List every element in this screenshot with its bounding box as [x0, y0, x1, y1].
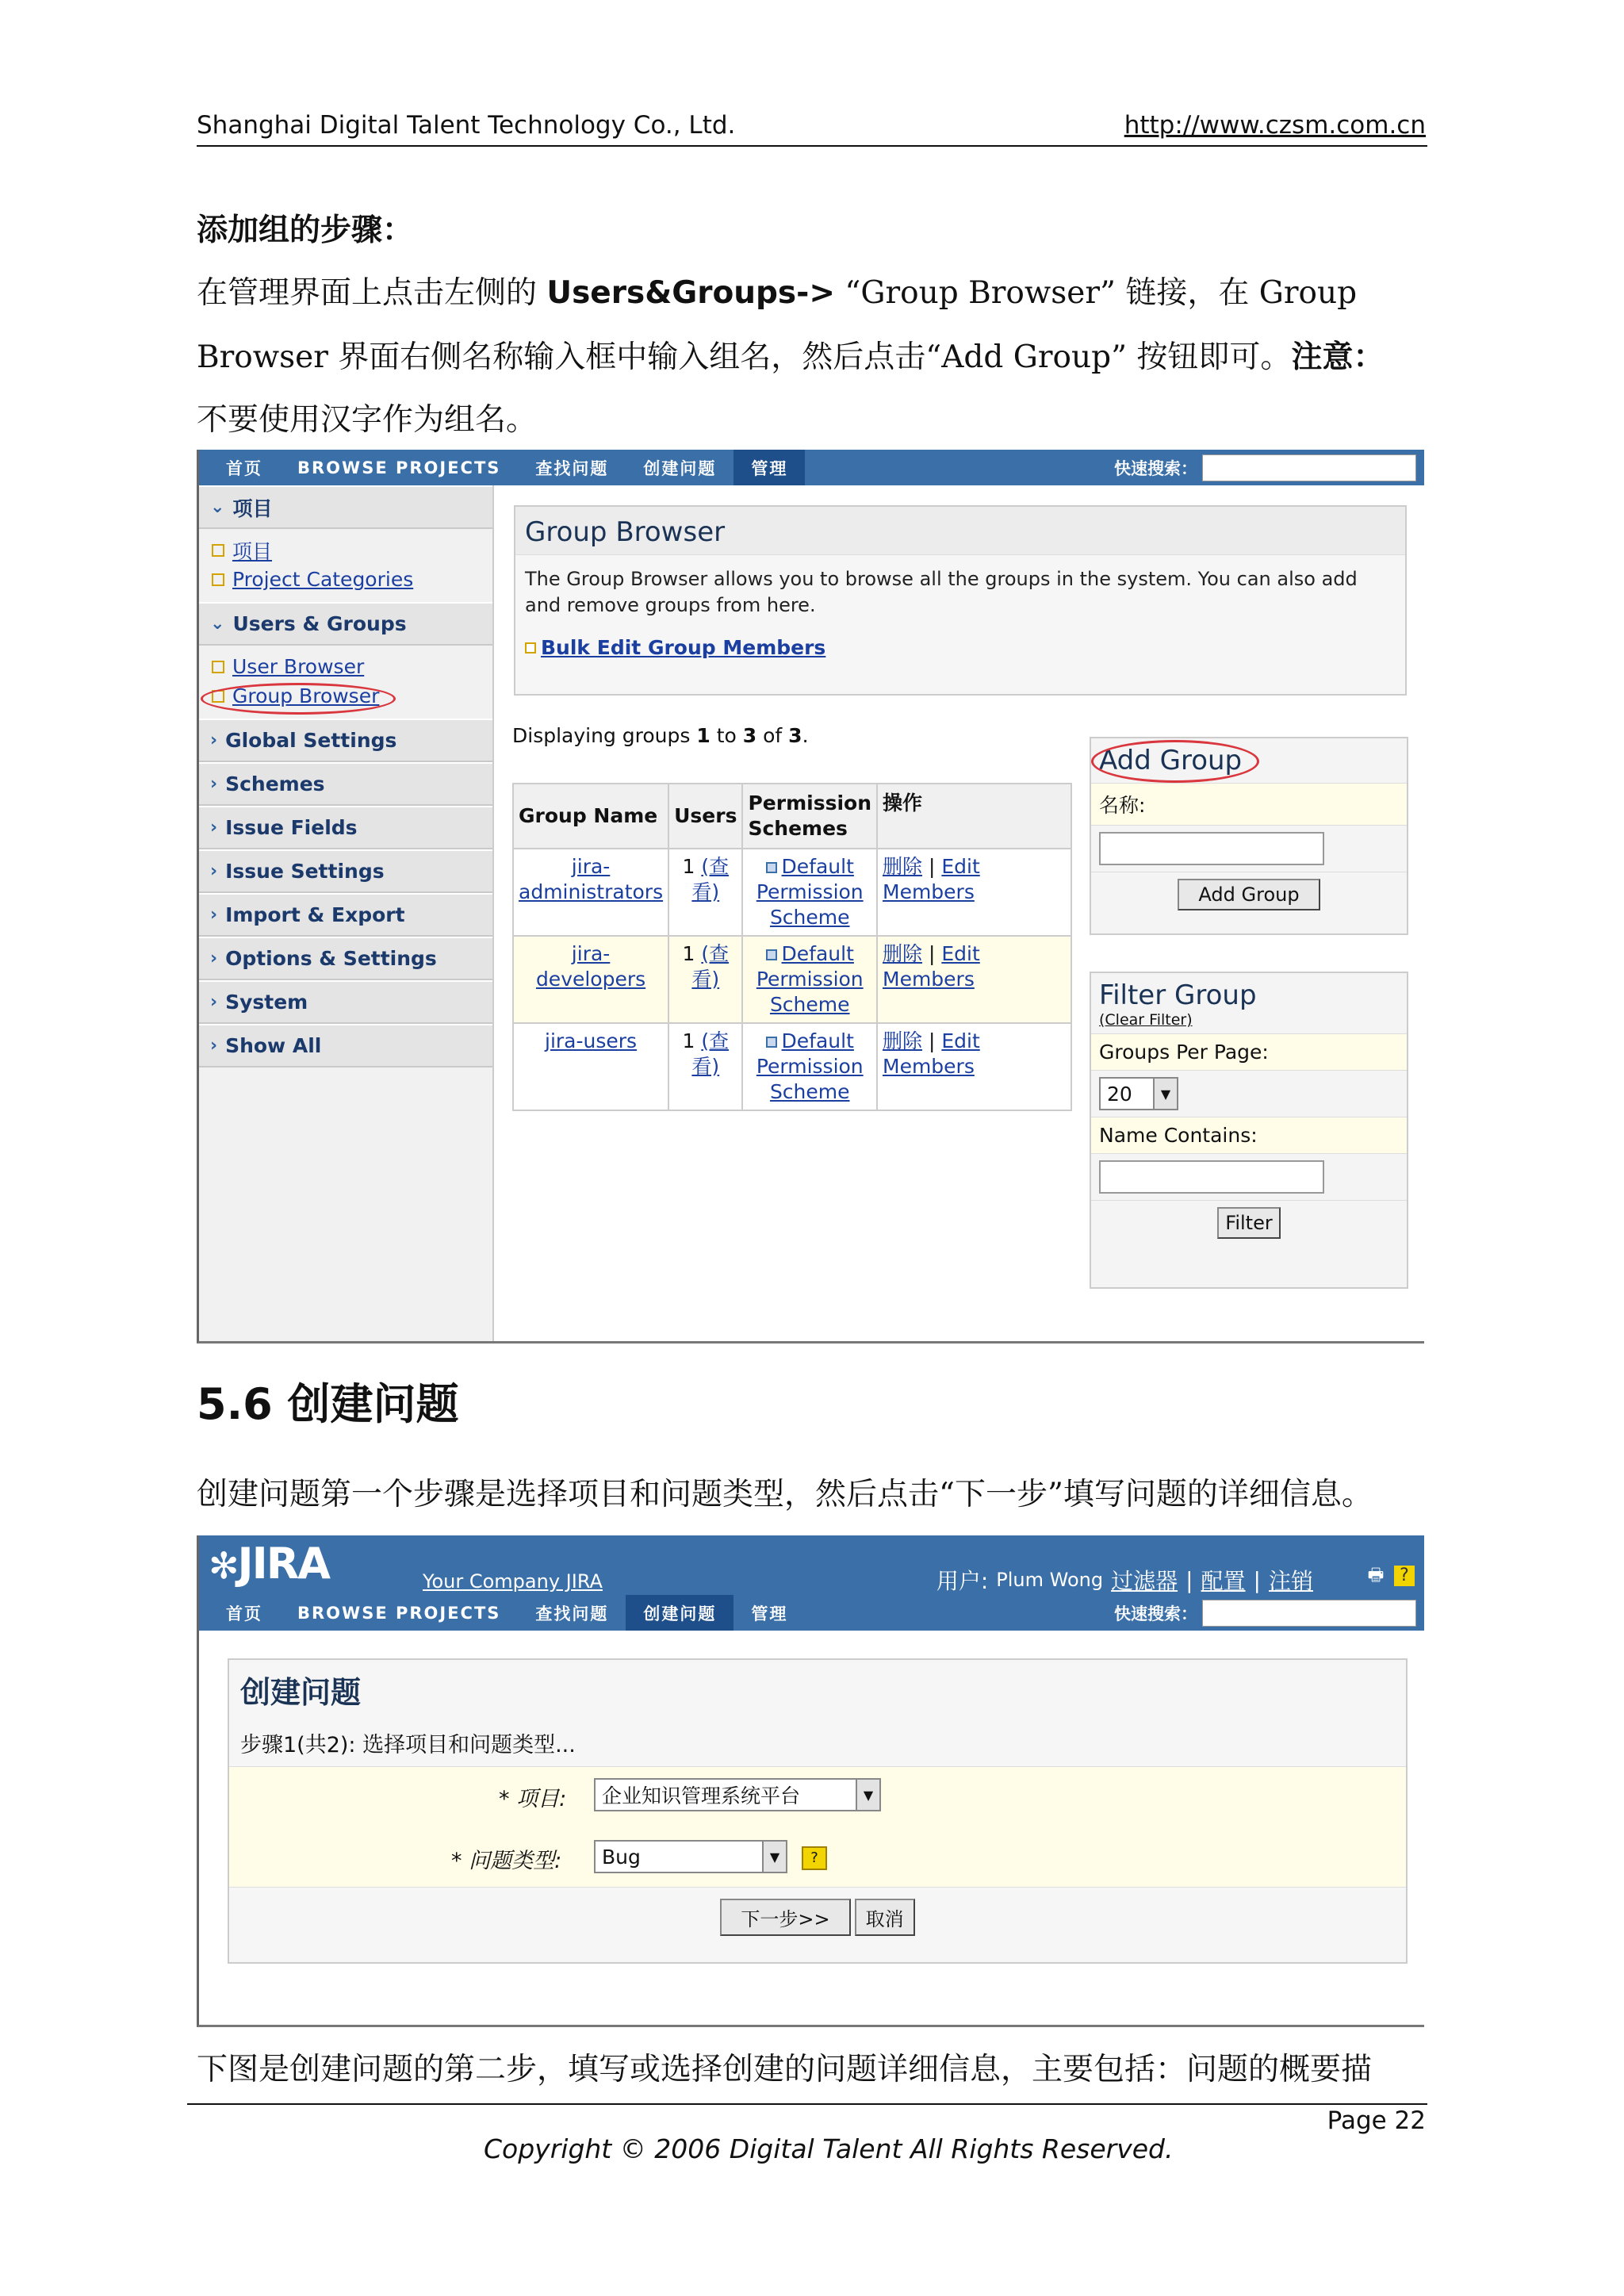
nav-admin[interactable]: 管理 [751, 1604, 788, 1623]
filter-button[interactable]: Filter [1217, 1207, 1280, 1239]
groups-table [512, 783, 1072, 1111]
create-issue-title: 创建问题 [240, 1675, 362, 1710]
help-icon[interactable]: ? [802, 1846, 827, 1870]
sidebar-item-system[interactable]: › System [199, 980, 492, 1024]
sidebar-head-users-groups[interactable]: ⌄ Users & Groups [199, 602, 492, 646]
logout-link[interactable]: 注销 [1268, 1568, 1313, 1594]
delete-link[interactable]: 删除 [883, 855, 923, 878]
quick-search-input[interactable] [1202, 454, 1416, 481]
col-group-name: Group Name [513, 784, 668, 849]
delete-link[interactable]: 删除 [883, 942, 923, 965]
group-browser-description: The Group Browser allows you to browse all the groups in the system. You can also add and remove groups from here. [525, 568, 1358, 616]
footer-rule [187, 2103, 1427, 2105]
sidebar-item-project-categories[interactable]: Project Categories [212, 565, 492, 594]
chevron-right-icon: › [210, 992, 218, 1012]
dropdown-arrow-icon: ▼ [1153, 1079, 1177, 1109]
bullet-icon [212, 573, 224, 586]
group-browser-box [514, 505, 1407, 696]
table-row: jira-administrators 1 (查看) Default Permission Scheme 删除 | Edit Members [513, 849, 1071, 936]
view-users-link[interactable]: (查看) [691, 855, 730, 903]
chevron-right-icon: › [210, 1036, 218, 1056]
create-issue-screenshot [197, 1535, 1424, 2027]
nav-create-issue[interactable]: 创建问题 [643, 458, 717, 478]
delete-link[interactable]: 删除 [883, 1029, 923, 1052]
group-name-link[interactable]: jira-users [545, 1029, 638, 1052]
scheme-link[interactable]: Default Permission Scheme [756, 855, 864, 929]
per-page-row [1091, 1070, 1407, 1117]
project-label: * 项目: [499, 1787, 567, 1811]
company-link[interactable]: Your Company JIRA [423, 1570, 603, 1593]
nav-admin[interactable]: 管理 [733, 450, 805, 485]
name-field-row [1091, 825, 1407, 872]
quick-search [1114, 1600, 1424, 1627]
scheme-icon [766, 1037, 777, 1048]
view-users-link[interactable]: (查看) [691, 1029, 730, 1078]
sidebar-item-issue-settings[interactable]: › Issue Settings [199, 849, 492, 893]
top-nav [199, 1595, 1424, 1631]
filter-button-row [1091, 1200, 1407, 1245]
quick-search-input[interactable] [1202, 1600, 1416, 1627]
chevron-right-icon: › [210, 949, 218, 968]
highlight-circle [1091, 740, 1259, 783]
edit-members-link[interactable]: Edit Members [883, 855, 980, 903]
paragraph-line-3: 不要使用汉字作为组名。 [197, 402, 538, 438]
nav-home[interactable]: 首页 [226, 1604, 262, 1623]
sidebar-item-show-all[interactable]: › Show All [199, 1024, 492, 1068]
create-issue-box [228, 1658, 1408, 1964]
displaying-groups: Displaying groups 1 to 3 of 3. [512, 724, 809, 747]
header-company: Shanghai Digital Talent Technology Co., Ltd. [197, 111, 736, 140]
scheme-link[interactable]: Default Permission Scheme [756, 1029, 864, 1103]
table-row: jira-developers 1 (查看) Default Permission Scheme 删除 | Edit Members [513, 936, 1071, 1023]
sidebar-item-user-browser[interactable]: User Browser [212, 652, 492, 681]
steps-heading: 添加组的步骤： [197, 212, 414, 248]
quick-search [1114, 454, 1424, 481]
project-select[interactable]: 企业知识管理系统平台 ▼ [594, 1778, 881, 1811]
user-label: 用户: [936, 1568, 989, 1594]
group-name-link[interactable]: jira-developers [535, 942, 646, 991]
nav-home[interactable]: 首页 [226, 458, 262, 478]
add-group-title: Add Group [1091, 738, 1407, 783]
sidebar-item-group-browser[interactable]: Group Browser [212, 681, 492, 711]
name-contains-label: Name Contains: [1091, 1117, 1407, 1153]
chevron-right-icon: › [210, 818, 218, 838]
paragraph-line-1: 在管理界面上点击左侧的 Users&Groups-> “Group Browser” 链接，在 Group [197, 275, 1358, 311]
bulk-edit-group-members-link[interactable]: Bulk Edit Group Members [541, 636, 826, 659]
help-icon[interactable]: ? [1394, 1566, 1415, 1586]
user-bar: 用户: Plum Wong 过滤器 | 配置 | 注销 [936, 1564, 1313, 1596]
print-icon[interactable]: 🖶 [1367, 1566, 1385, 1585]
sidebar-item-issue-fields[interactable]: › Issue Fields [199, 806, 492, 849]
bullet-icon [525, 642, 536, 654]
sidebar-item-global-settings[interactable]: › Global Settings [199, 719, 492, 762]
jira-header [199, 1535, 1424, 1595]
quick-search-label: 快速搜索： [1114, 1604, 1197, 1623]
jira-logo: ✻JIRA [209, 1539, 330, 1589]
group-browser-title: Group Browser [515, 507, 1405, 555]
sidebar-item-options-settings[interactable]: › Options & Settings [199, 937, 492, 980]
col-users: Users [668, 784, 742, 849]
filters-link[interactable]: 过滤器 [1111, 1568, 1178, 1594]
filter-group-title: Filter Group [1099, 979, 1257, 1011]
toolbar-icons [1365, 1566, 1415, 1586]
add-group-panel [1090, 737, 1408, 935]
dropdown-arrow-icon: ▼ [856, 1780, 879, 1810]
group-name-link[interactable]: jira-administrators [519, 855, 664, 903]
nav-browse-projects[interactable]: BROWSE PROJECTS [297, 458, 501, 477]
highlight-circle [201, 683, 396, 715]
sidebar-item-projects[interactable]: 项目 [212, 535, 492, 565]
table-header-row [513, 784, 1071, 849]
top-nav [199, 450, 1424, 485]
issue-type-select[interactable]: Bug ▼ [594, 1840, 787, 1873]
sidebar-item-schemes[interactable]: › Schemes [199, 762, 492, 806]
chevron-right-icon: › [210, 861, 218, 881]
bullet-icon [212, 661, 224, 673]
sidebar-head-projects[interactable]: ⌄ 项目 [199, 485, 492, 529]
group-name-input[interactable] [1099, 832, 1324, 865]
nav-find-issues[interactable]: 查找问题 [535, 458, 609, 478]
paragraph-line-2: Browser 界面右侧名称输入框中输入组名，然后点击“Add Group” 按钮即可。注意： [197, 339, 1385, 375]
issue-type-label: * 问题类型: [451, 1849, 562, 1873]
dropdown-arrow-icon: ▼ [762, 1842, 786, 1872]
filter-group-panel [1090, 972, 1408, 1289]
chevron-right-icon: › [210, 774, 218, 794]
cancel-button[interactable]: 取消 [855, 1899, 915, 1936]
bottom-paragraph: 下图是创建问题的第二步，填写或选择创建的问题详细信息，主要包括：问题的概要描 [197, 2052, 1373, 2087]
section-heading: 5.6 创建问题 [197, 1379, 459, 1429]
copyright: Copyright © 2006 Digital Talent All Rights Reserved. [484, 2133, 1174, 2164]
scheme-icon [766, 862, 777, 873]
group-browser-screenshot [197, 450, 1424, 1343]
name-label: 名称: [1091, 783, 1407, 825]
nav-create-issue[interactable]: 创建问题 [626, 1595, 733, 1631]
name-contains-row [1091, 1153, 1407, 1200]
name-contains-input[interactable] [1099, 1160, 1324, 1194]
table-row: jira-users 1 (查看) Default Permission Scheme 删除 | Edit Members [513, 1023, 1071, 1110]
scheme-icon [766, 949, 777, 960]
config-link[interactable]: 配置 [1201, 1568, 1246, 1594]
chevron-down-icon: ⌄ [210, 614, 225, 634]
user-name: Plum Wong [996, 1569, 1104, 1591]
col-permission-schemes: Permission Schemes [742, 784, 877, 849]
projects-links [199, 529, 492, 602]
step-indicator: 步骤1(共2): 选择项目和问题类型... [229, 1719, 1406, 1767]
scheme-link[interactable]: Default Permission Scheme [756, 942, 864, 1016]
chevron-down-icon: ⌄ [210, 497, 225, 517]
nav-browse-projects[interactable]: BROWSE PROJECTS [297, 1603, 501, 1623]
sidebar-item-import-export[interactable]: › Import & Export [199, 893, 492, 937]
quick-search-label: 快速搜索： [1114, 458, 1197, 478]
view-users-link[interactable]: (查看) [691, 942, 730, 991]
create-issue-form [229, 1767, 1406, 1888]
add-group-button-row [1091, 872, 1407, 917]
bulk-edit-link-row [515, 619, 1405, 659]
col-actions: 操作 [877, 784, 1071, 849]
section2-paragraph: 创建问题第一个步骤是选择项目和问题类型，然后点击“下一步”填写问题的详细信息。 [197, 1477, 1373, 1512]
admin-sidebar [199, 485, 494, 1341]
add-group-button[interactable]: Add Group [1178, 879, 1320, 910]
chevron-right-icon: › [210, 730, 218, 750]
per-page-select[interactable]: 20 ▼ [1099, 1077, 1178, 1110]
edit-members-link[interactable]: Edit Members [883, 1029, 980, 1078]
edit-members-link[interactable]: Edit Members [883, 942, 980, 991]
page-number: Page 22 [1327, 2106, 1426, 2135]
per-page-label: Groups Per Page: [1091, 1033, 1407, 1070]
nav-find-issues[interactable]: 查找问题 [535, 1604, 609, 1623]
form-buttons [229, 1888, 1406, 1936]
header-url[interactable]: http://www.czsm.com.cn [1124, 111, 1426, 140]
users-links [199, 646, 492, 719]
jira-figure-icon: ✻ [209, 1544, 238, 1587]
bullet-icon [212, 544, 224, 557]
clear-filter-link[interactable]: (Clear Filter) [1099, 1011, 1193, 1029]
header-rule [197, 145, 1427, 147]
next-button[interactable]: 下一步>> [720, 1899, 850, 1936]
chevron-right-icon: › [210, 905, 218, 925]
